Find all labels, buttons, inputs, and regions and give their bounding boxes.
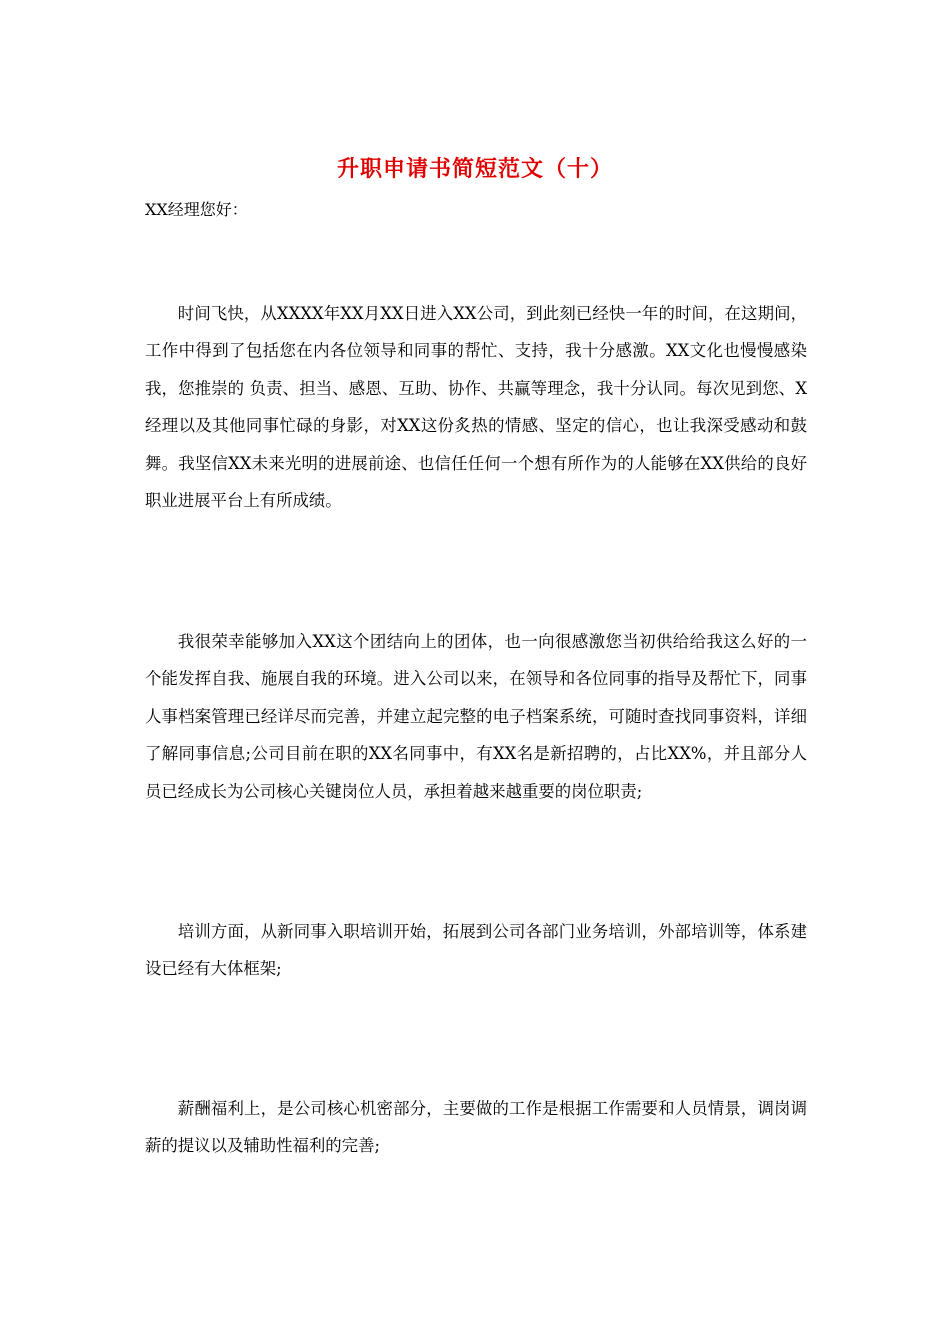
- salutation: XX经理您好：: [145, 200, 248, 219]
- document-title: 升职申请书简短范文（十）: [336, 156, 613, 182]
- paragraph-1: 时间飞快，从XXXX年XX月XX日进入XX公司，到此刻已经快一年的时间，在这期间，工作中得到了包括您在内各位领导和同事的帮忙、支持，我十分感激。XX文化也慢慢感染我，您推崇的 负责、担当、感恩、互助、协作、共赢等理念，我十分认同。每次见到您、X经理以及其他同事忙碌的身影，对XX这份炙热的情感、坚定的信心，也让我深受感动和鼓舞。我坚信XX未来光明的进展前途、也信任任何一个想有所作为的人能够在XX供给的良好职业进展平台上有所成绩。: [145, 304, 807, 511]
- paragraph-3: 培训方面，从新同事入职培训开始，拓展到公司各部门业务培训，外部培训等，体系建设已经有大体框架;: [145, 922, 807, 979]
- paragraph-2: 我很荣幸能够加入XX这个团结向上的团体，也一向很感激您当初供给给我这么好的一个能发挥自我、施展自我的环境。进入公司以来，在领导和各位同事的指导及帮忙下，同事人事档案管理已经详尽而完善，并建立起完整的电子档案系统，可随时查找同事资料，详细了解同事信息;公司目前在职的XX名同事中，有XX名是新招聘的，占比XX%，并且部分人员已经成长为公司核心关键岗位人员，承担着越来越重要的岗位职责;: [145, 632, 807, 801]
- paragraph-4: 薪酬福利上，是公司核心机密部分，主要做的工作是根据工作需要和人员情景，调岗调薪的提议以及辅助性福利的完善;: [145, 1099, 807, 1156]
